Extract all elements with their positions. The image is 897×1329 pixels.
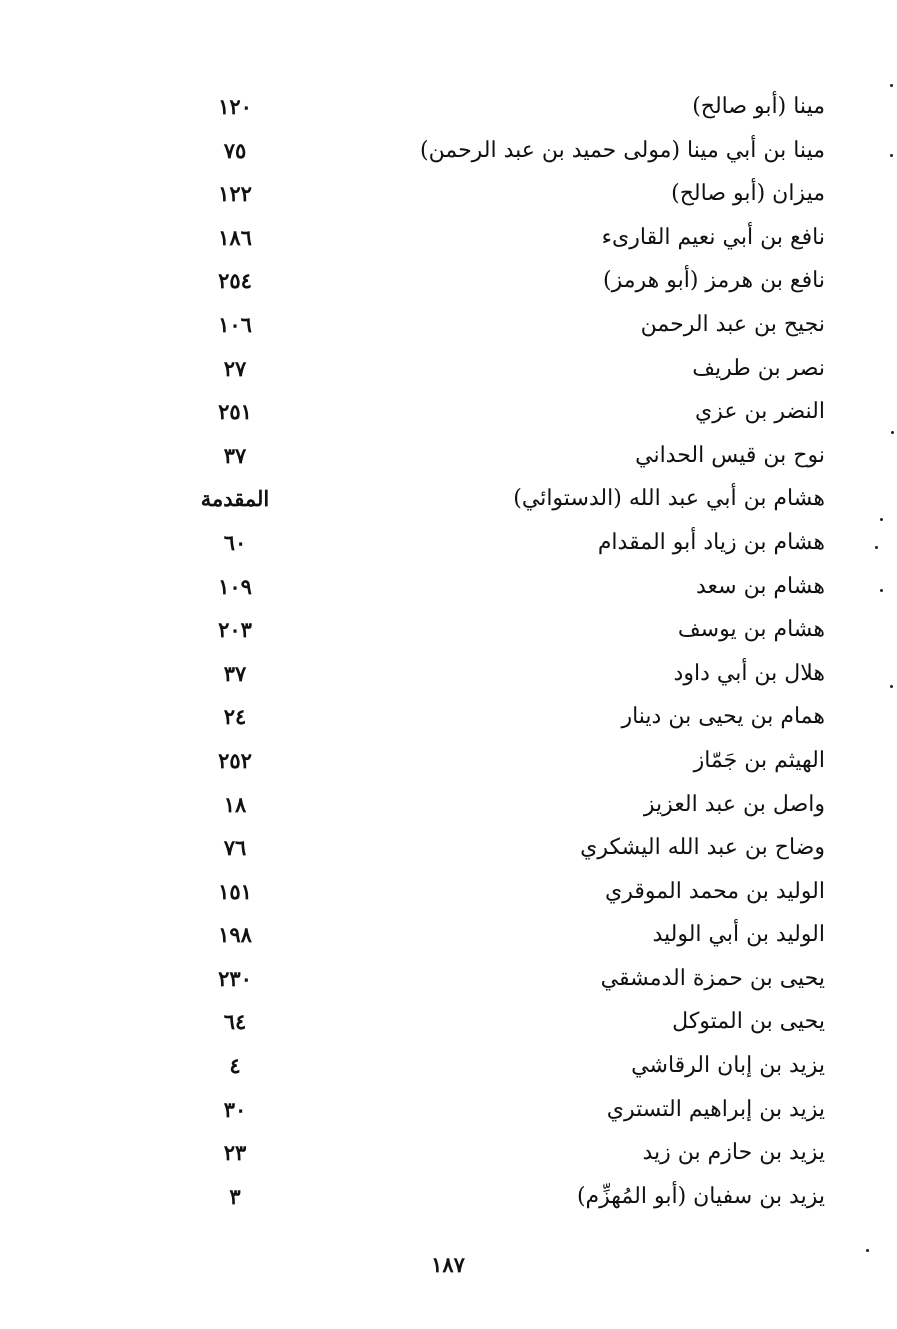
index-entry (180, 219, 825, 263)
scan-speck (880, 589, 883, 592)
index-entry (180, 960, 825, 1004)
entry-page: ٣٠ (223, 1096, 247, 1122)
entry-name: نجيح بن عبد الرحمن (640, 311, 825, 337)
entry-page: ١٢٢ (218, 181, 252, 207)
entry-name: يزيد بن إبان الرقاشي (631, 1053, 825, 1079)
entry-page: ٦٠ (223, 529, 247, 555)
entry-name: يزيد بن حازم بن زيد (642, 1140, 825, 1166)
entry-page: ١٠٩ (218, 573, 252, 599)
entry-page: ١٠٦ (218, 311, 252, 337)
entry-name: نصر بن طريف (692, 355, 825, 381)
entry-name: يزيد بن سفيان (أبو المُهزِّم) (576, 1183, 825, 1209)
entry-page: ٣ (229, 1183, 241, 1209)
entry-name: مينا بن أبي مينا (مولى حميد بن عبد الرحمن) (420, 137, 825, 163)
entry-page: ٢٥١ (218, 399, 252, 425)
index-entry (180, 786, 825, 830)
entry-page: ١٢٠ (218, 94, 252, 119)
scan-speck (890, 154, 893, 157)
index-entry (180, 350, 825, 394)
entry-name: واصل بن عبد العزيز (643, 791, 825, 817)
entry-page: المقدمة (200, 486, 270, 512)
entry-name: الوليد بن محمد الموقري (605, 878, 825, 904)
entry-name: الهيثم بن جَمّاز (693, 747, 825, 773)
entry-name: هشام بن أبي عبد الله (الدستوائي) (513, 486, 825, 512)
entry-name: هشام بن زياد أبو المقدام (597, 529, 825, 555)
entry-name: النضر بن عزي (694, 399, 825, 425)
entry-page: ٧٦ (223, 835, 247, 861)
index-entry (180, 1134, 825, 1178)
index-entry (180, 393, 825, 437)
entry-name: الوليد بن أبي الوليد (652, 922, 825, 948)
scan-speck (891, 431, 894, 434)
entry-page: ٤ (229, 1053, 241, 1079)
scan-speck (890, 685, 893, 688)
scan-speck (890, 84, 893, 87)
page-number: ١٨٧ (431, 1252, 465, 1277)
entry-page: ١٩٨ (218, 922, 252, 948)
index-entry (180, 611, 825, 655)
entry-page: ٢٠٣ (218, 617, 252, 643)
index-entry (180, 655, 825, 699)
index-entry (180, 1003, 825, 1047)
entry-page: ٦٤ (223, 1009, 247, 1035)
entry-name: هشام بن يوسف (677, 617, 825, 643)
index-entry (180, 524, 825, 568)
index-entry (180, 88, 825, 132)
entry-name: يحيى بن المتوكل (672, 1009, 825, 1035)
index-entry (180, 873, 825, 917)
entry-name: هشام بن سعد (695, 573, 825, 599)
index-entry (180, 1091, 825, 1135)
scan-speck (866, 1249, 869, 1252)
index-entry (180, 1047, 825, 1091)
entry-page: ٢٥٢ (218, 747, 252, 773)
index-entry (180, 262, 825, 306)
entry-name: نافع بن أبي نعيم القارىء (601, 224, 825, 250)
entry-name: همام بن يحيى بن دينار (621, 704, 825, 730)
index-entry (180, 829, 825, 873)
entry-name: نوح بن قيس الحداني (635, 442, 825, 468)
entry-name: ميزان (أبو صالح) (671, 181, 825, 207)
scan-speck (880, 518, 883, 521)
entry-page: ١٨ (223, 791, 247, 817)
entry-name: نافع بن هرمز (أبو هرمز) (603, 268, 825, 294)
index-entry (180, 480, 825, 524)
entry-page: ٣٧ (223, 442, 247, 468)
index-entry (180, 306, 825, 350)
entry-name: يحيى بن حمزة الدمشقي (600, 965, 825, 991)
entry-name: مينا (أبو صالح) (692, 94, 825, 119)
entry-name: هلال بن أبي داود (673, 660, 825, 686)
entry-page: ٣٧ (223, 660, 247, 686)
index-entry (180, 916, 825, 960)
entry-page: ٢٣٠ (218, 965, 252, 991)
entry-page: ٢٧ (223, 355, 247, 381)
entry-page: ٢٣ (223, 1140, 247, 1166)
entry-page: ٧٥ (223, 137, 247, 163)
entry-page: ٢٥٤ (218, 268, 252, 294)
index-entry (180, 132, 825, 176)
index-entry (180, 568, 825, 612)
entry-page: ٢٤ (223, 704, 247, 730)
index-entry (180, 698, 825, 742)
entry-name: يزيد بن إبراهيم التستري (606, 1096, 825, 1122)
entry-page: ١٨٦ (218, 224, 252, 250)
index-entry (180, 175, 825, 219)
entry-page: ١٥١ (218, 878, 252, 904)
scan-speck (875, 546, 878, 549)
index-entry (180, 437, 825, 481)
entry-name: وضاح بن عبد الله اليشكري (580, 835, 825, 861)
index-list (180, 88, 825, 1221)
index-entry (180, 1178, 825, 1222)
index-entry (180, 742, 825, 786)
